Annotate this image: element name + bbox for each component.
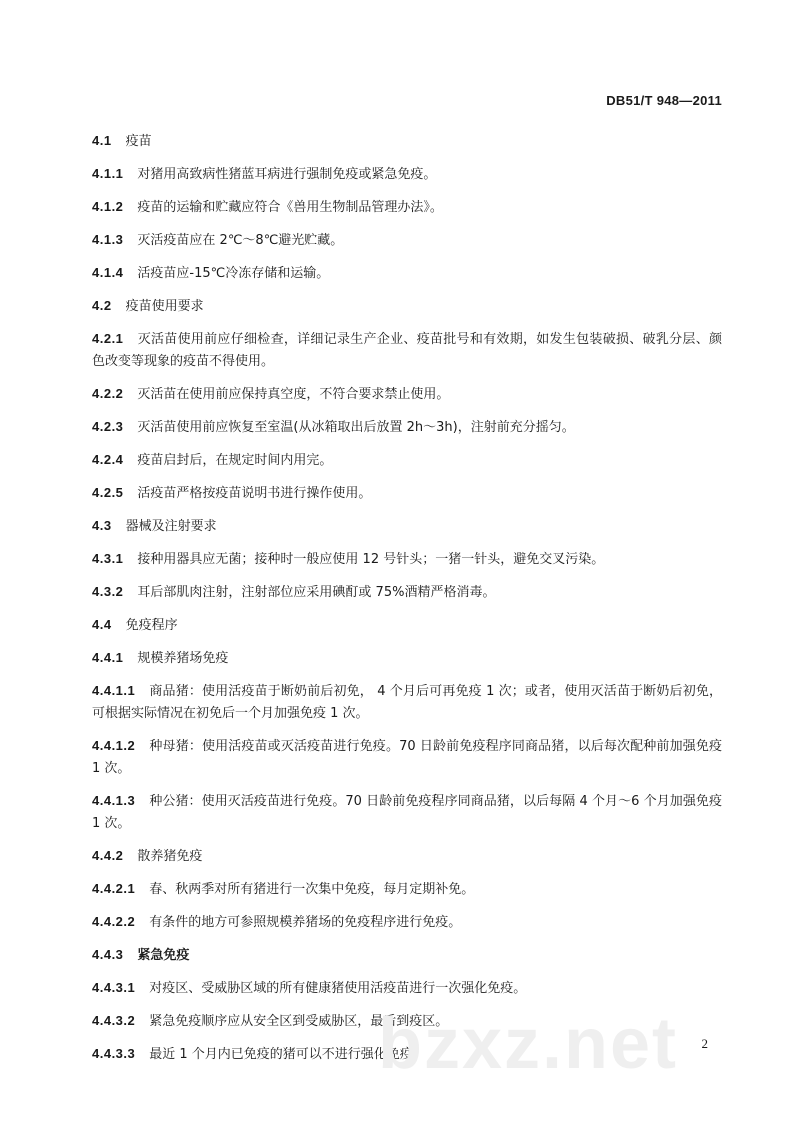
clause-text: 疫苗使用要求 bbox=[125, 299, 204, 314]
clause-number: 4.2 bbox=[92, 298, 112, 313]
clause-4-3-1 bbox=[92, 548, 722, 571]
clause-4-4-1-1 bbox=[92, 680, 722, 725]
clause-4-2 bbox=[92, 295, 722, 318]
clause-text: 接种用器具应无菌；接种时一般应使用 12 号针头；一猪一针头，避免交叉污染。 bbox=[137, 552, 605, 567]
clause-4-4-2-2 bbox=[92, 911, 722, 934]
clause-text: 对疫区、受威胁区域的所有健康猪使用活疫苗进行一次强化免疫。 bbox=[149, 981, 527, 996]
clause-4-4-3 bbox=[92, 944, 722, 967]
clause-4-1-2 bbox=[92, 196, 722, 219]
clause-number: 4.2.1 bbox=[92, 331, 124, 346]
clause-4-2-1 bbox=[92, 328, 722, 373]
clause-text: 耳后部肌肉注射，注射部位应采用碘酊或 75%酒精严格消毒。 bbox=[137, 585, 496, 600]
clause-4-4-1 bbox=[92, 647, 722, 670]
clause-4-1 bbox=[92, 130, 722, 153]
clause-number: 4.4.3.2 bbox=[92, 1013, 136, 1028]
clause-number: 4.4.1.1 bbox=[92, 683, 136, 698]
clause-number: 4.1.4 bbox=[92, 265, 124, 280]
clause-number: 4.4.1.3 bbox=[92, 793, 136, 808]
clause-number: 4.3 bbox=[92, 518, 112, 533]
clause-4-4-3-1 bbox=[92, 977, 722, 1000]
clause-number: 4.4.3 bbox=[92, 947, 124, 962]
clause-text: 紧急免疫 bbox=[137, 948, 190, 963]
clause-text: 灭活苗在使用前应保持真空度，不符合要求禁止使用。 bbox=[137, 387, 450, 402]
clause-text: 疫苗的运输和贮藏应符合《兽用生物制品管理办法》。 bbox=[137, 200, 443, 215]
clause-text: 春、秋两季对所有猪进行一次集中免疫，每月定期补免。 bbox=[149, 882, 475, 897]
clause-text: 对猪用高致病性猪蓝耳病进行强制免疫或紧急免疫。 bbox=[137, 167, 437, 182]
clause-number: 4.4.2 bbox=[92, 848, 124, 863]
watermark: bzxz.net bbox=[378, 1004, 679, 1084]
document-code: DB51/T 948—2011 bbox=[606, 93, 722, 108]
clause-4-1-1 bbox=[92, 163, 722, 186]
clause-text: 器械及注射要求 bbox=[125, 519, 217, 534]
clause-number: 4.4.3.3 bbox=[92, 1046, 136, 1061]
clause-text: 最近 1 个月内已免疫的猪可以不进行强化免疫。 bbox=[149, 1047, 426, 1062]
page-number: 2 bbox=[701, 1036, 708, 1051]
clause-text: 灭活疫苗应在 2℃～8℃避光贮藏。 bbox=[137, 233, 344, 248]
clause-4-2-5 bbox=[92, 482, 722, 505]
clause-text: 规模养猪场免疫 bbox=[137, 651, 229, 666]
clause-text: 疫苗启封后，在规定时间内用完。 bbox=[137, 453, 333, 468]
clause-number: 4.1.1 bbox=[92, 166, 124, 181]
clause-number: 4.4.3.1 bbox=[92, 980, 136, 995]
clause-text: 活疫苗应-15℃冷冻存储和运输。 bbox=[137, 266, 330, 281]
clause-4-4-1-3 bbox=[92, 790, 722, 835]
clause-number: 4.3.1 bbox=[92, 551, 124, 566]
clause-4-1-3 bbox=[92, 229, 722, 252]
clause-number: 4.4.1 bbox=[92, 650, 124, 665]
clause-number: 4.2.2 bbox=[92, 386, 124, 401]
clause-text: 种母猪：使用活疫苗或灭活疫苗进行免疫。70 日龄前免疫程序同商品猪，以后每次配种前加强免疫 1 次。 bbox=[92, 739, 722, 776]
clause-number: 4.1.2 bbox=[92, 199, 124, 214]
clause-4-2-2 bbox=[92, 383, 722, 406]
clause-text: 商品猪：使用活疫苗于断奶前后初免， 4 个月后可再免疫 1 次；或者，使用灭活苗于断奶后初免，可根据实际情况在初免后一个月加强免疫 1 次。 bbox=[92, 684, 722, 721]
clause-number: 4.3.2 bbox=[92, 584, 124, 599]
clause-number: 4.4.2.1 bbox=[92, 881, 136, 896]
clause-number: 4.1.3 bbox=[92, 232, 124, 247]
clause-number: 4.2.4 bbox=[92, 452, 124, 467]
document-body bbox=[92, 130, 722, 1076]
clause-text: 活疫苗严格按疫苗说明书进行操作使用。 bbox=[137, 486, 372, 501]
clause-text: 灭活苗使用前应恢复至室温(从冰箱取出后放置 2h～3h)，注射前充分摇匀。 bbox=[137, 420, 575, 435]
clause-4-2-4 bbox=[92, 449, 722, 472]
clause-4-4 bbox=[92, 614, 722, 637]
clause-4-4-2-1 bbox=[92, 878, 722, 901]
clause-4-3 bbox=[92, 515, 722, 538]
clause-4-4-1-2 bbox=[92, 735, 722, 780]
clause-text: 紧急免疫顺序应从安全区到受威胁区，最后到疫区。 bbox=[149, 1014, 449, 1029]
clause-text: 散养猪免疫 bbox=[137, 849, 203, 864]
clause-number: 4.2.5 bbox=[92, 485, 124, 500]
clause-4-4-2 bbox=[92, 845, 722, 868]
clause-text: 免疫程序 bbox=[125, 618, 178, 633]
clause-text: 疫苗 bbox=[125, 134, 152, 149]
clause-text: 灭活苗使用前应仔细检查，详细记录生产企业、疫苗批号和有效期，如发生包装破损、破乳分层、颜色改变等现象的疫苗不得使用。 bbox=[92, 332, 722, 369]
clause-4-1-4 bbox=[92, 262, 722, 285]
clause-number: 4.4.1.2 bbox=[92, 738, 136, 753]
clause-number: 4.4.2.2 bbox=[92, 914, 136, 929]
clause-text: 有条件的地方可参照规模养猪场的免疫程序进行免疫。 bbox=[149, 915, 462, 930]
clause-text: 种公猪：使用灭活疫苗进行免疫。70 日龄前免疫程序同商品猪，以后每隔 4 个月～6 个月加强免疫 1 次。 bbox=[92, 794, 722, 831]
clause-number: 4.2.3 bbox=[92, 419, 124, 434]
clause-4-2-3 bbox=[92, 416, 722, 439]
clause-4-3-2 bbox=[92, 581, 722, 604]
clause-number: 4.1 bbox=[92, 133, 112, 148]
clause-number: 4.4 bbox=[92, 617, 112, 632]
